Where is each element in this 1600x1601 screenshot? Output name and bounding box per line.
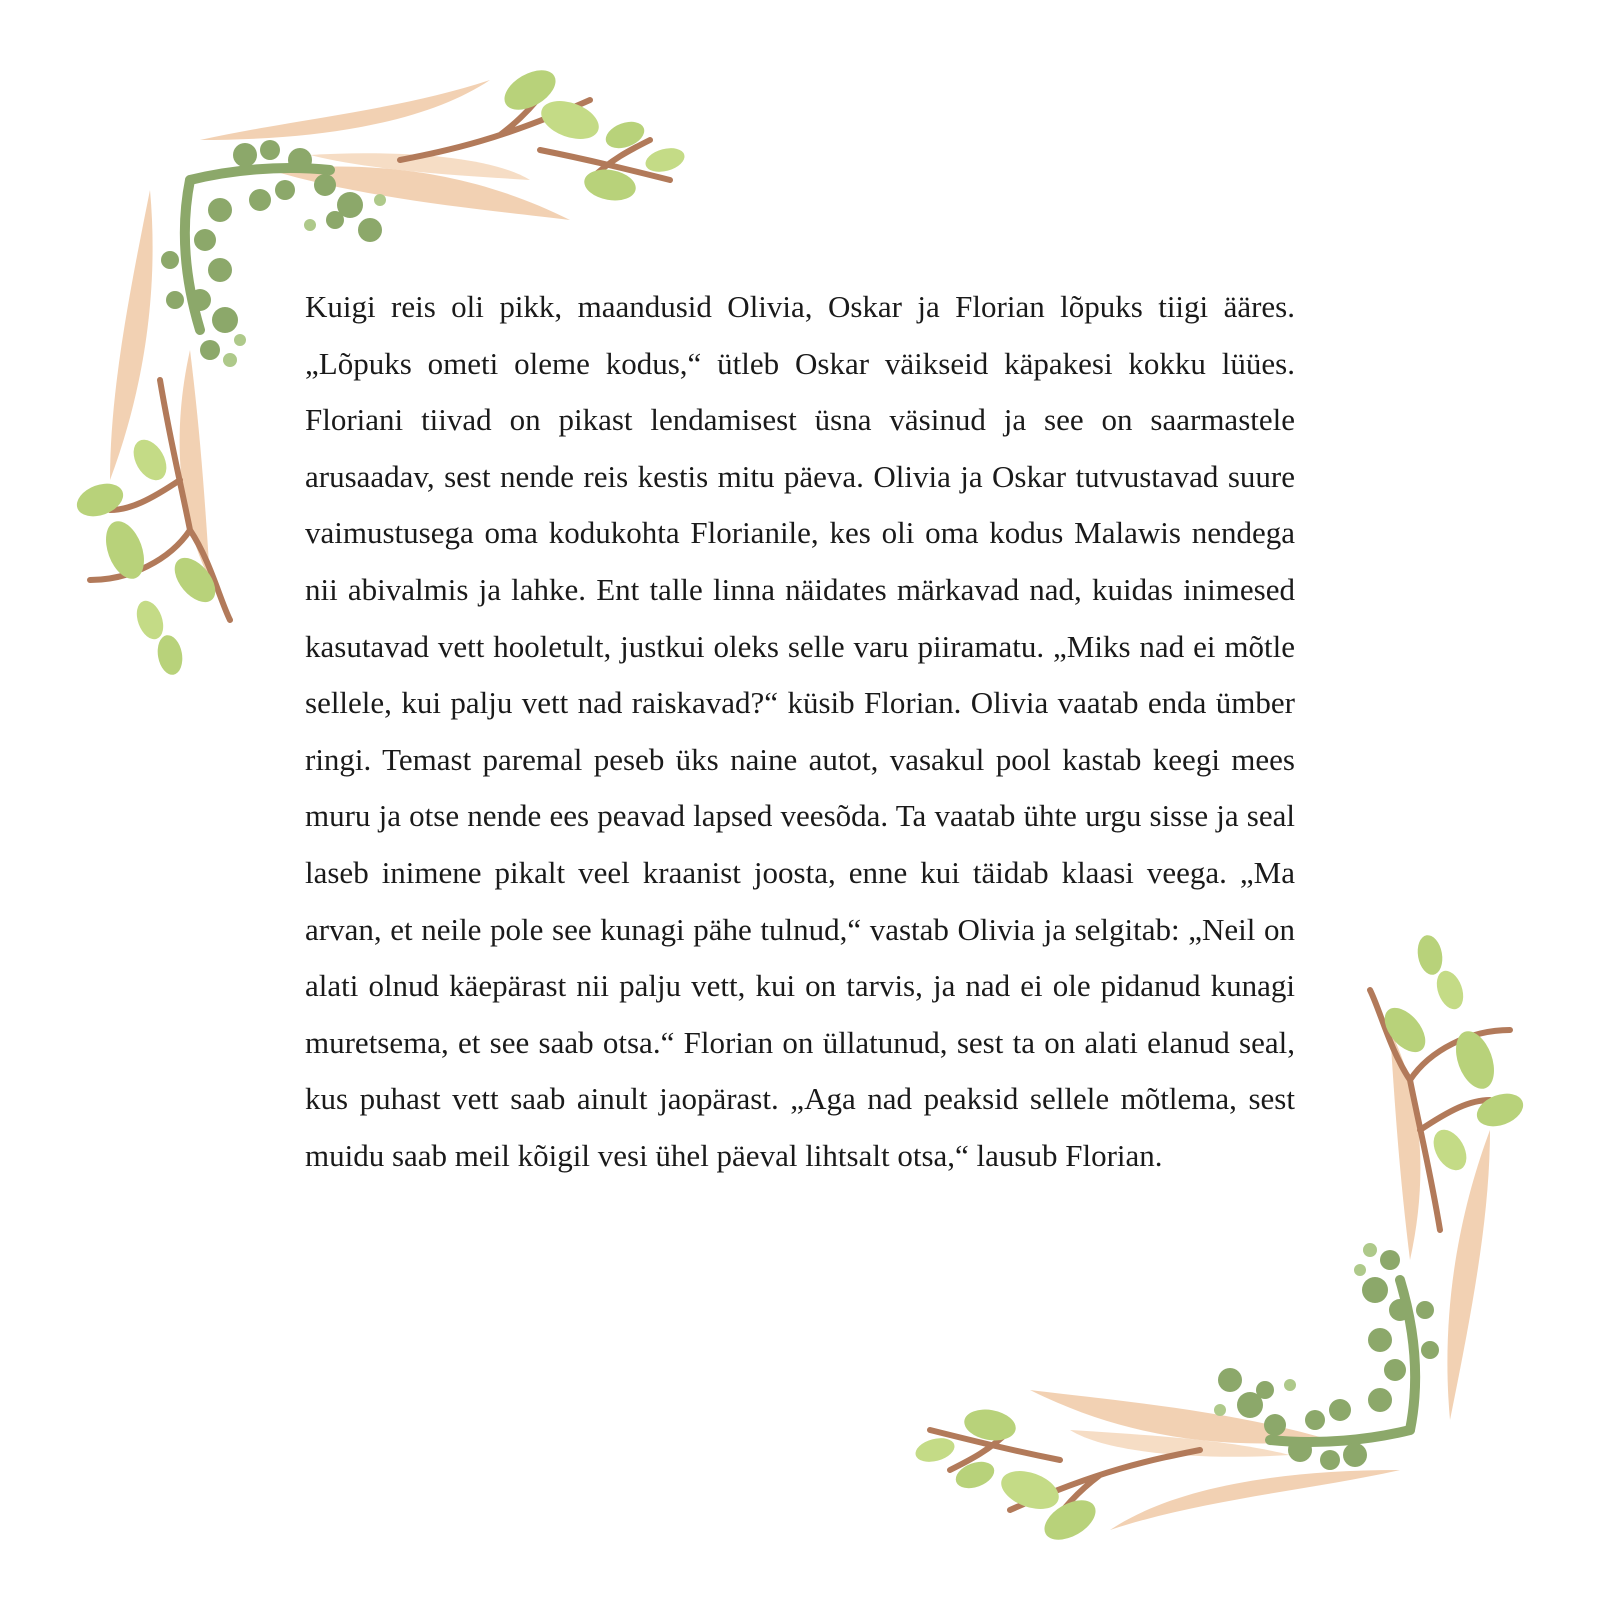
story-line: nii abivalmis ja lahke. Ent talle linna näidates märkavad nad, kuidas inimesed [305,571,1295,607]
story-line: muretsema, et see saab otsa.“ Florian on üllatunud, sest ta on alati elanud seal, [305,1024,1295,1060]
story-line: Floriani tiivad on pikast lendamisest üsna väsinud ja see on saarmastele [305,402,1295,438]
story-line: vaimustusega oma kodukohta Florianile, kes oli oma kodus Malawis nendega [305,515,1295,551]
story-line: Kuigi reis oli pikk, maandusid Olivia, Oskar ja Florian lõpuks tiigi ääres. [305,289,1295,324]
story-line: kasutavad vett hooletult, justkui oleks selle varu piiramatu. „Miks nad ei mõtle [305,628,1295,664]
story-line: arusaadav, sest nende reis kestis mitu päeva. Olivia ja Oskar tutvustavad suure [305,458,1295,494]
story-line: kus puhast vett saab ainult jaopärast. „Aga nad peaksid sellele mõtlema, sest [305,1081,1295,1117]
story-line: muidu saab meil kõigil vesi ühel päeval lihtsalt otsa,“ lausub Florian. [305,1137,1163,1173]
story-line: arvan, et neile pole see kunagi pähe tulnud,“ vastab Olivia ja selgitab: „Neil on [305,911,1295,947]
story-line: sellele, kui palju vett nad raiskavad?“ küsib Florian. Olivia vaatab enda ümber [305,685,1295,721]
story-line: „Lõpuks ometi oleme kodus,“ ütleb Oskar väikseid käpakesi kokku lüües. [305,345,1295,381]
story-line: alati olnud käepärast nii palju vett, kui on tarvis, ja nad ei ole pidanud kunagi [305,968,1295,1004]
story-line: laseb inimene pikalt veel kraanist joosta, enne kui täidab klaasi veega. „Ma [305,854,1295,890]
story-line: ringi. Temast paremal peseb üks naine autot, vasakul pool kastab keegi mees [305,741,1295,777]
story-paragraph [305,279,1295,1185]
story-line: muru ja otse nende ees peavad lapsed veesõda. Ta vaatab ühte urgu sisse ja seal [305,798,1295,834]
